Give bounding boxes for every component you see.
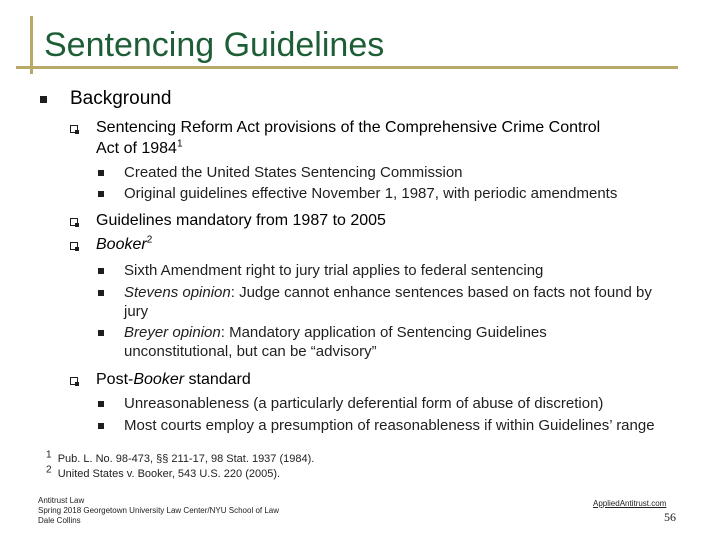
bullet-square-icon xyxy=(98,170,104,176)
breyer-opinion-text-cont: unconstitutional, but can be “advisory” xyxy=(124,343,377,360)
footnote-1-number: 1 xyxy=(46,449,52,461)
outline-item-mandatory: Guidelines mandatory from 1987 to 2005 xyxy=(96,212,386,229)
post-booker-prefix: Post- xyxy=(96,371,134,388)
footnote-1 xyxy=(46,449,315,466)
sub-item-presumption: Most courts employ a presumption of reasonableness if within Guidelines’ range xyxy=(124,417,655,434)
sub-item-breyer-opinion xyxy=(124,323,694,361)
bullet-square-icon xyxy=(98,401,104,407)
outline-heading: Background xyxy=(70,88,172,109)
title-accent-horizontal-rule xyxy=(16,66,678,69)
bullet-square-icon xyxy=(40,96,47,103)
stevens-opinion-text: : Judge cannot enhance sentences based on facts not found by xyxy=(230,284,652,301)
footnote-ref-1: 1 xyxy=(176,138,183,150)
outline-item-booker xyxy=(96,234,152,255)
breyer-opinion-label: Breyer opinion xyxy=(124,324,221,341)
stevens-opinion-label: Stevens opinion xyxy=(124,284,231,301)
outline-item-reform-act xyxy=(96,117,696,159)
outline-item-reform-act-line2 xyxy=(96,138,696,159)
post-booker-case-name: Booker xyxy=(133,371,185,388)
sub-item-unreasonableness: Unreasonableness (a particularly deferential form of abuse of discretion) xyxy=(124,395,604,412)
sub-item-original-guidelines: Original guidelines effective November 1, 1987, with periodic amendments xyxy=(124,185,618,202)
bullet-square-icon xyxy=(98,268,104,274)
breyer-opinion-text: : Mandatory application of Sentencing Guidelines xyxy=(220,324,547,341)
outline-item-reform-act-text: Act of 1984 xyxy=(96,140,177,157)
bullet-square-icon xyxy=(98,191,104,197)
page-number: 56 xyxy=(664,510,676,524)
footer-course: Antitrust Law xyxy=(38,496,85,505)
bullet-hollow-square-icon xyxy=(70,125,78,133)
booker-case-name: Booker xyxy=(96,236,147,253)
outline-item-post-booker xyxy=(96,369,251,390)
sub-item-sixth-amendment: Sixth Amendment right to jury trial applies to federal sentencing xyxy=(124,262,544,279)
bullet-square-icon xyxy=(98,423,104,429)
footnote-2-text: United States v. Booker, 543 U.S. 220 (2005). xyxy=(57,468,281,480)
outline-item-reform-act-line1: Sentencing Reform Act provisions of the Comprehensive Crime Control xyxy=(96,119,601,136)
sub-item-stevens-opinion xyxy=(124,283,694,321)
footnote-ref-2: 2 xyxy=(146,234,153,246)
footer-term: Spring 2018 Georgetown University Law Center/NYU School of Law xyxy=(38,506,280,515)
footnote-1-text: Pub. L. No. 98-473, §§ 211-17, 98 Stat. 1937 (1984). xyxy=(57,453,315,465)
post-booker-suffix: standard xyxy=(184,371,251,388)
bullet-hollow-square-icon xyxy=(70,218,78,226)
bullet-square-icon xyxy=(98,330,104,336)
slide-title: Sentencing Guidelines xyxy=(44,26,385,64)
footer-author: Dale Collins xyxy=(38,516,81,525)
footer-website-link[interactable]: AppliedAntitrust.com xyxy=(593,499,667,508)
bullet-hollow-square-icon xyxy=(70,377,78,385)
sub-item-commission: Created the United States Sentencing Commission xyxy=(124,164,463,181)
footer-course-info xyxy=(38,496,279,526)
bullet-square-icon xyxy=(98,290,104,296)
bullet-hollow-square-icon xyxy=(70,242,78,250)
stevens-opinion-text-cont: jury xyxy=(124,303,149,320)
footnote-2 xyxy=(46,464,281,481)
footnote-2-number: 2 xyxy=(46,464,52,476)
